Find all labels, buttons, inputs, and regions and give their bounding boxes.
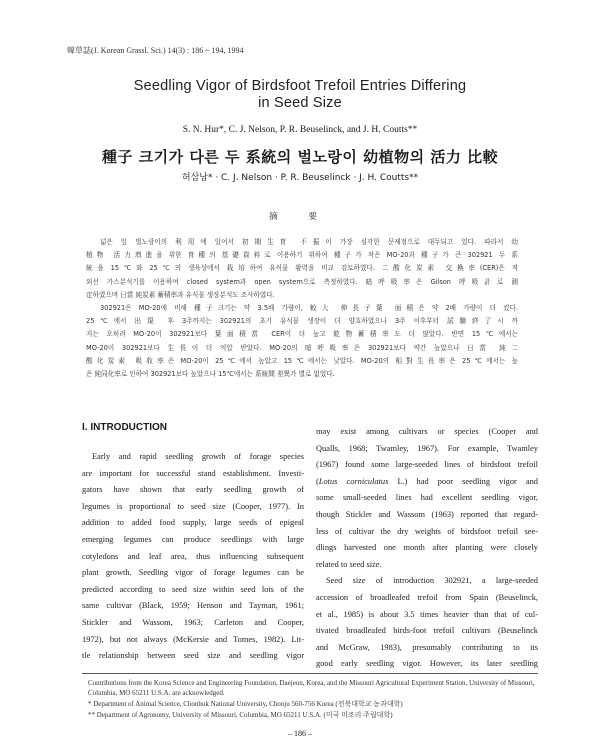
- section-heading-introduction: I. INTRODUCTION: [82, 422, 167, 433]
- abstract-line: MO-20이 302921보다 生長이 더 억압 받았다. MO-20의 暗呼吸率은 302921보다 약간 높았으나 日當 純二: [86, 343, 518, 352]
- text-line: (Lotus corniculatus L.) had poor seedling vigor and: [316, 476, 538, 486]
- title-english-line-2: in Seed Size: [258, 95, 342, 111]
- text-line: Qualls, 1968; Twamley, 1967). For example, Twamley: [316, 443, 538, 453]
- text-line: (1967) found some large-seeded lines of birdsfoot trefoil: [316, 460, 538, 470]
- text-line: gators have shown that early seedling growth of: [82, 485, 304, 495]
- text-line: Early and rapid seedling growth of forage species: [92, 452, 304, 461]
- abstract-line: 25℃에서 出現 후 3주까지는 302921의 초기 유식물 생장이 더 양호하였으나 3주 이후부터 試驗終了시 까: [86, 317, 518, 326]
- abstract-body: [86, 236, 518, 381]
- abstract-line: 統을 15℃와 25℃의 생육상에서 栽培하여 유식물 활력을 비교 검토하였다. 二酸化炭素 交換率(CER)은 적: [86, 264, 518, 273]
- left-column: [82, 449, 304, 665]
- text-line: et al., 1985) is about 3.5 times heavier than that of cul-: [316, 609, 538, 619]
- text-line: tle relationship between seed size and seedling vigor: [82, 651, 304, 661]
- abstract-line: 은 純同化率로 인하여 302921보다 높았으나 15℃에서는 系統間 差異가 별로 없었다.: [86, 370, 335, 379]
- text-line: same cultivar (Black, 1959; Henson and Tayman, 1961;: [82, 601, 304, 611]
- text-line: related to seed size.: [316, 559, 382, 569]
- text-line: emerging legumes can produce seedlings with large: [82, 534, 304, 544]
- text-line: plant growth. Seedling vigor of forage legumes can be: [82, 568, 304, 578]
- text-line: good early seedling vigor. However, its later seedling: [316, 659, 538, 669]
- text-line: tivated broadleafed birds-foot trefoil cultivars (Beuselinck: [316, 626, 538, 636]
- abstract-heading: 摘 要: [269, 212, 331, 222]
- text-line: predicted according to seed size within seed lots of the: [82, 584, 304, 594]
- footnote-divider: [82, 673, 538, 674]
- text-line: though Stickler and Wassom (1963) reported that regard-: [316, 509, 538, 519]
- text-line: 1972), but not always (McKersie and Tomes, 1982). Lit-: [82, 634, 304, 644]
- right-column: [316, 424, 538, 673]
- abstract-line: 植物 活力增進을 위한 育種의 基礎資料로 이용하기 위하여 種子가 작은 MO-20과 種子가 큰 302921 두 系: [86, 251, 518, 260]
- text-line: accession of broadleafed trefoil from Spain (Beuselinck,: [316, 592, 538, 602]
- footnote-affiliation-2: ** Department of Agronomy, University of Missouri, Columbia, MO 65211 U.S.A. (미국 미조리 주립대학): [88, 711, 393, 719]
- abstract-line: 定하였으며 日當 純炭素 蓄積率과 유식물 생장분석도 조사하였다.: [86, 290, 275, 299]
- text-line: Stickler and Wassom, 1963; Carleton and Cooper,: [82, 617, 304, 627]
- text-line: legumes is proportional to seed size (Cooper, 1977). In: [82, 501, 304, 511]
- authors-english: S. N. Hur*, C. J. Nelson, P. R. Beuselinck, and J. H. Coutts**: [182, 125, 418, 135]
- footnote-acknowledgement: Contributions from the Korea Science and Engineering Foundation, Daejeon, Korea, and the Missouri Agricultural Experiment Station, University of Missouri, Columbia, MO 65211 U.S.A. are acknowledged.: [88, 679, 535, 697]
- abstract-line: 酸化炭素 吸收率은 MO-20이 25℃에서 높았고 15℃에서는 낮았다. MO-20의 相對生長率은 25℃에서는 높: [86, 356, 518, 365]
- abstract-line: 지는 오히려 MO-20이 302921보다 葉面積當 CER이 더 높고 乾物蓄積率도 더 많았다. 반면 15℃에서는: [86, 330, 518, 339]
- title-korean: 種子 크기가 다른 두 系統의 벌노랑이 幼植物의 活力 比較: [101, 148, 499, 166]
- text-line: are important for successful stand establishment. Investi-: [82, 468, 304, 478]
- page-number: – 186 –: [288, 729, 312, 738]
- journal-citation: 韓草誌(J. Korean Grassl. Sci.) 14(3) : 186 ~ 194, 1994: [67, 46, 244, 55]
- text-line: addition to added food supply, large seeds of epigeal: [82, 518, 304, 528]
- title-english-line-1: Seedling Vigor of Birdsfoot Trefoil Entries Differing: [133, 78, 467, 94]
- text-line: and McGraw, 1983), presumably contributing to its: [316, 642, 538, 652]
- text-line: Seed size of introduction 302921, a large-seeded: [326, 576, 538, 586]
- text-line: less of cultivar the dry weights of birdsfoot trefoil see-: [316, 526, 538, 536]
- text-line: some small-seeded lines had excellent seedling vigor,: [316, 493, 538, 503]
- footnote-affiliation-1: * Department of Animal Science, Chonbuk National University, Chonju 560-756 Korea (전북대학교 농과대학): [88, 700, 403, 708]
- authors-korean: 허삼남* · C. J. Nelson · P. R. Beuselinck · J. H. Coutts**: [181, 173, 419, 183]
- text-line: cotyledons and leaf area, thus influencing subsequent: [82, 551, 304, 561]
- title-english: [60, 78, 540, 112]
- text-line: dlings harvested one month after planting were closely: [316, 543, 538, 553]
- abstract-line: 외선 가스분석기를 이용하여 closed system과 open system으로 측정하였다. 暗呼吸率은 Gilson 呼吸計로 測: [86, 277, 518, 286]
- text-line: may exist among cultivars or species (Cooper and: [316, 427, 538, 436]
- abstract-line: 넓은 잎 벌노랑이의 利用에 있어서 初期生育 不振이 가장 심각한 문제점으로 대두되고 있다. 따라서 幼: [100, 238, 518, 246]
- abstract-line: 302921은 MO-20에 비해 種子크기는 약 3.5배 가량이, 較大 伸長子葉 面積은 약 2배 가량이 더 컸다.: [100, 304, 518, 313]
